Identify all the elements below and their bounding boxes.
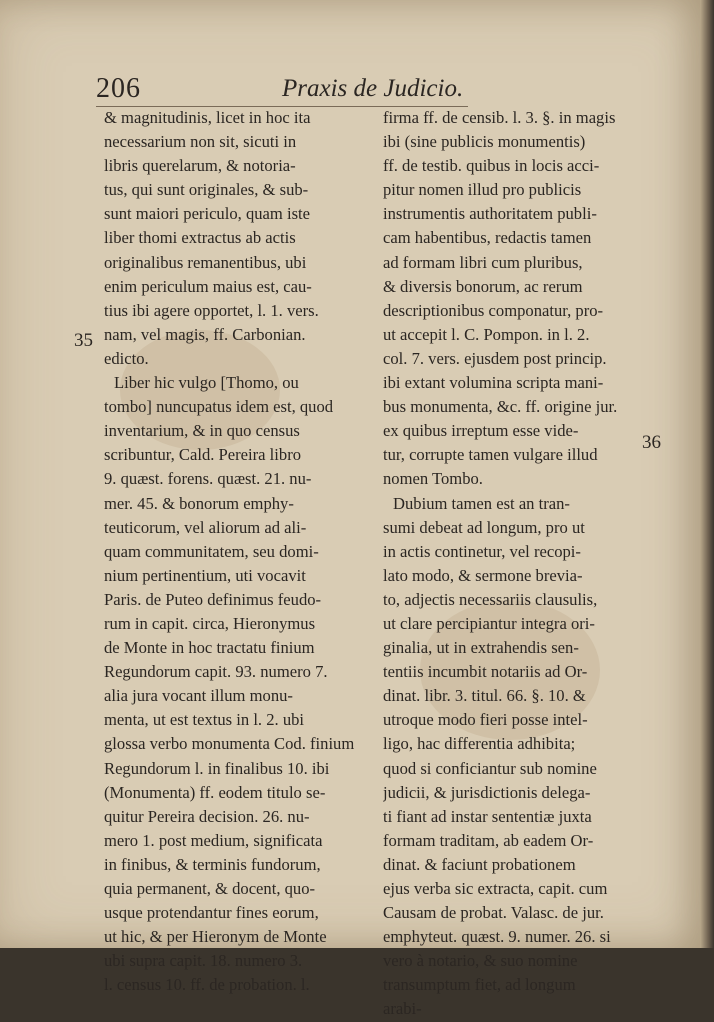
text-line: ut hic, & per Hieronym de Monte — [104, 927, 327, 947]
text-line: nomen Tombo. — [383, 469, 483, 489]
text-line: sunt maiori periculo, quam iste — [104, 204, 310, 224]
text-line: Regundorum capit. 93. numero 7. — [104, 662, 328, 682]
text-line: rum in capit. circa, Hieronymus — [104, 613, 316, 633]
text-line: dinat. libr. 3. titul. 66. §. 10. & — [383, 686, 586, 706]
text-line: Causam de probat. Valasc. de jur. — [383, 903, 604, 923]
text-line: Paris. de Puteo definimus feudo- — [104, 589, 322, 609]
text-line: & diversis bonorum, ac rerum — [383, 276, 583, 296]
text-line: descriptionibus componatur, pro- — [383, 300, 604, 320]
text-line: to, adjectis necessariis clausulis, — [383, 589, 598, 609]
text-line: l. census 10. ff. de probation. l. — [104, 975, 310, 995]
text-line: ff. de testib. quibus in locis acci- — [383, 156, 600, 176]
text-line: & magnitudinis, licet in hoc ita — [104, 108, 311, 127]
text-line: utroque modo fieri posse intel- — [383, 710, 588, 730]
text-line: bus monumenta, &c. ff. origine jur. — [383, 397, 618, 417]
text-line: ibi extant volumina scripta mani- — [383, 373, 604, 393]
text-line: menta, ut est textus in l. 2. ubi — [104, 710, 305, 730]
text-line: vero à notario, & suo nomine — [383, 951, 578, 971]
text-line: necessarium non sit, sicuti in — [104, 132, 297, 152]
text-line: edicto. — [104, 348, 149, 368]
text-line: scribuntur, Cald. Pereira libro — [104, 445, 302, 465]
right-text-column — [383, 106, 639, 1022]
text-line: tombo] nuncupatus idem est, quod — [104, 397, 334, 417]
text-line: in finibus, & terminis fundorum, — [104, 854, 321, 874]
text-line: arabi- — [383, 999, 422, 1019]
text-line: pitur nomen illud pro publicis — [383, 180, 582, 200]
text-line: quod si conficiantur sub nomine — [383, 758, 597, 778]
text-line: mero 1. post medium, significata — [104, 830, 323, 850]
text-line: glossa verbo monumenta Cod. finium — [104, 734, 355, 754]
left-text-column — [104, 106, 374, 997]
text-line: ibi (sine publicis monumentis) — [383, 132, 586, 152]
text-line: judicii, & jurisdictionis delega- — [383, 782, 591, 802]
text-line: ubi supra capit. 18. numero 3. — [104, 951, 303, 971]
text-line: nium pertinentium, uti vocavit — [104, 565, 306, 585]
text-line: Liber hic vulgo [Thomo, ou — [114, 373, 299, 393]
text-line: usque protendantur fines eorum, — [104, 903, 319, 923]
margin-number-36: 36 — [642, 432, 661, 453]
text-line: (Monumenta) ff. eodem titulo se- — [104, 782, 326, 802]
text-line: firma ff. de censib. l. 3. §. in magis — [383, 108, 616, 127]
text-line: ti fiant ad instar sententiæ juxta — [383, 806, 592, 826]
text-line: Regundorum l. in finalibus 10. ibi — [104, 758, 330, 778]
text-line: formam traditam, ab eadem Or- — [383, 830, 594, 850]
text-line: ligo, hac differentia adhibita; — [383, 734, 576, 754]
text-line: liber thomi extractus ab actis — [104, 228, 296, 248]
text-line: cam habentibus, redactis tamen — [383, 228, 592, 248]
text-line: quia permanent, & docent, quo- — [104, 879, 316, 898]
margin-number-35: 35 — [74, 330, 93, 351]
text-line: ex quibus irreptum esse vide- — [383, 421, 579, 441]
text-line: inventarium, & in quo census — [104, 421, 300, 441]
text-line: lato modo, & sermone breviа- — [383, 565, 583, 585]
text-line: tus, qui sunt originales, & sub- — [104, 180, 309, 200]
page-edge — [700, 0, 714, 948]
text-line: instrumentis authoritatem publi- — [383, 204, 597, 224]
text-line: de Monte in hoc tractatu finium — [104, 638, 315, 658]
text-line: mer. 45. & bonorum emphy- — [104, 493, 294, 513]
page-number: 206 — [96, 73, 141, 104]
text-line: 9. quæst. forens. quæst. 21. nu- — [104, 469, 312, 489]
text-line: tentiis incumbit notariis ad Or- — [383, 662, 588, 682]
text-line: ginalia, ut in extrahendis sen- — [383, 638, 579, 658]
text-line: originalibus remanentibus, ubi — [104, 252, 307, 272]
text-line: tius ibi agere opportet, l. 1. vers. — [104, 300, 319, 320]
running-head: Praxis de Judicio. — [282, 75, 464, 102]
text-line: quitur Pereira decision. 26. nu- — [104, 806, 310, 826]
text-line: libris querelarum, & notoria- — [104, 156, 296, 176]
text-line: ejus verba sic extracta, capit. cum — [383, 879, 608, 898]
text-line: dinat. & faciunt probationem — [383, 854, 576, 874]
text-line: ad formam libri cum pluribus, — [383, 252, 583, 272]
text-line: quam communitatem, seu domi- — [104, 541, 319, 561]
text-line: ut clare percipiantur integra ori- — [383, 613, 595, 633]
text-line: ut accepit l. C. Pompon. in l. 2. — [383, 324, 590, 344]
text-line: tur, corrupte tamen vulgare illud — [383, 445, 598, 465]
text-line: col. 7. vers. ejusdem post princip. — [383, 348, 607, 368]
text-line: teuticorum, vel aliorum ad ali- — [104, 517, 307, 537]
text-line: in actis continetur, vel recopi- — [383, 541, 581, 561]
text-line: Dubium tamen est an tran- — [393, 493, 570, 513]
page-header — [96, 72, 696, 106]
text-line: transumptum fiet, ad longum — [383, 975, 576, 995]
text-line: emphyteut. quæst. 9. numer. 26. si — [383, 927, 611, 947]
text-line: sumi debeat ad longum, pro ut — [383, 517, 585, 537]
text-line: alia jura vocant illum monu- — [104, 686, 293, 706]
text-line: nam, vel magis, ff. Carbonian. — [104, 324, 306, 344]
text-line: enim periculum maius est, cau- — [104, 276, 312, 296]
